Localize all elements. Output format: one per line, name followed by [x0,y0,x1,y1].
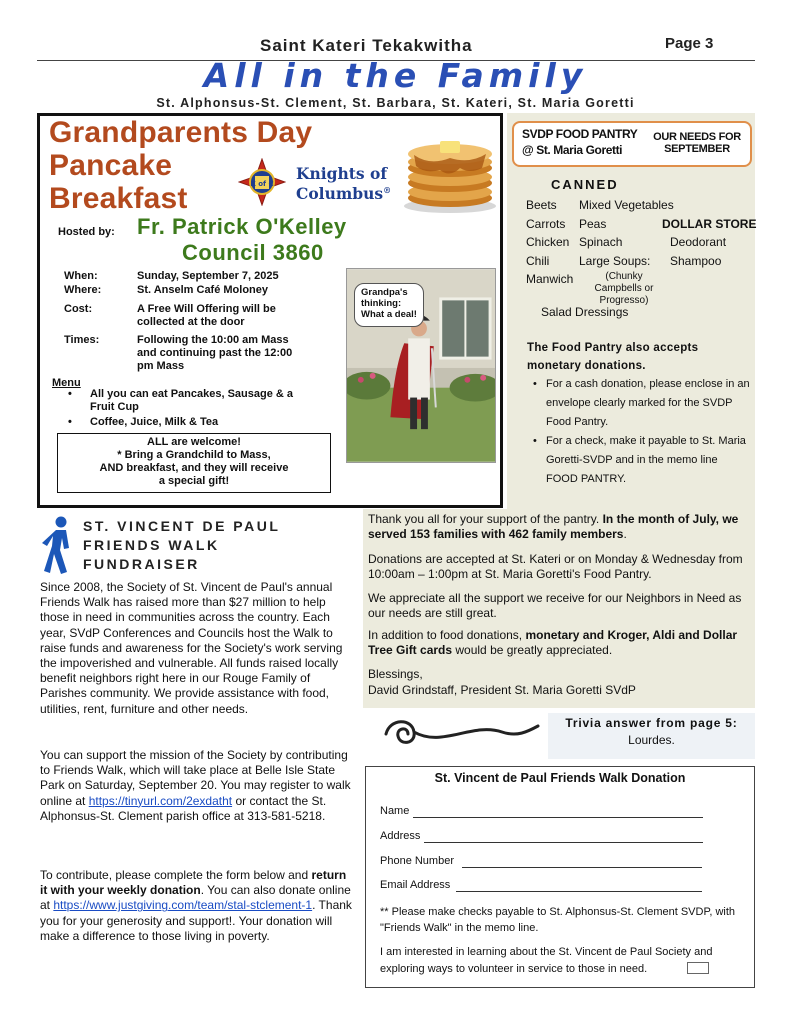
dollar-store-item: Shampoo [670,254,722,268]
thanks-text: In addition to food donations, [368,628,526,642]
canned-item: Chicken [526,235,570,249]
pantry-bullets [533,375,751,489]
thanks-text: would be greatly appreciated. [452,643,613,658]
canned-item: Chili [526,254,550,268]
detail-value: A Free Will Offering will be collected at the door [137,303,276,328]
welcome-line: * Bring a Grandchild to Mass, [117,449,271,461]
thanks-paragraph [368,628,752,658]
welcome-line: ALL are welcome! [147,436,241,448]
walk-title-line: FUNDRAISER [83,556,200,572]
welcome-line: a special gift! [158,475,230,487]
detail-label: Cost: [64,303,93,315]
pancake-stack-icon [400,128,498,214]
parish-list: St. Alphonsus-St. Clement, St. Barbara, St. Kateri, St. Maria Goretti [156,96,635,110]
page-number: Page 3 [665,35,714,52]
canned-item: Spinach [579,235,623,249]
walk-text: or contact the St. Alphonsus-St. Clement parish office at 313-581-5218. [40,793,327,823]
thanks-text: . [623,527,627,542]
trivia-answer: Lourdes. [628,733,675,747]
donate-link[interactable]: https://www.justgiving.com/team/stal-stclement-1 [53,898,313,913]
thanks-paragraph: Donations are accepted at St. Kateri or on Monday & Wednesday from 10:00am – 1:00pm at St. Maria Goretti's Food Pantry. [368,552,743,582]
host-name: Fr. Patrick O'Kelley [137,214,347,239]
phone-field[interactable] [462,867,702,868]
walk-title-line: FRIENDS WALK [83,537,220,553]
menu-item: • Coffee, Juice, Milk & Tea [68,416,219,428]
pantry-name-line: SVDP FOOD PANTRY [522,127,638,141]
thanks-closing: Blessings, [368,667,423,681]
pantry-name [522,126,637,158]
canned-item: Large Soups: [579,254,651,268]
walk-text: . Thank you for your generosity and support!. Your donation will make a difference to those living in poverty. [40,898,352,943]
salad-dressings: Salad Dressings [541,305,629,319]
pantry-bullet-text: For a cash donation, please enclose in an envelope clearly marked for the SVDP Food Pantry. [546,378,750,428]
registered-mark: ® [383,185,392,195]
kofc-line: Columbus [296,184,384,204]
pantry-bullet: • For a check, make it payable to St. Maria Goretti-SVDP and in the memo line FOOD PANTRY. [533,435,746,485]
masthead-title: All in the Family [203,56,588,95]
pantry-monetary-note: The Food Pantry also accepts monetary donations. [527,342,699,372]
pantry-needs-heading [652,131,742,155]
canned-heading: CANNED [551,177,619,192]
detail-value: St. Anselm Café Moloney [137,284,269,296]
form-label-phone: Phone Number [380,855,454,867]
form-label-address: Address [380,830,421,842]
thanks-text-bold: In the month of July, we served 153 families with 462 family members [368,512,739,542]
menu-item-text: All you can eat Pancakes, Sausage & a Fruit Cup [90,388,293,413]
register-link[interactable]: https://tinyurl.com/2exdatht [88,793,233,808]
emblem-initials: K of C [250,180,274,188]
walk-paragraph [40,868,356,944]
thanks-signature: David Grindstaff, President St. Maria Goretti SVdP [368,683,636,697]
interest-checkbox[interactable] [687,962,709,974]
thanks-paragraph: We appreciate all the support we receive for our Neighbors in Need as our needs are still great. [368,591,742,621]
dollar-store-heading: DOLLAR STORE [662,217,757,231]
pantry-bullet-text: For a check, make it payable to St. Maria Goretti-SVDP and in the memo line FOOD PANTRY. [546,435,746,485]
form-interest-text: I am interested in learning about the St. Vincent de Paul Society and exploring ways to volunteer in service to those in need. [380,946,713,975]
menu-list [64,388,304,431]
email-field[interactable] [456,891,702,892]
walk-title [83,517,280,574]
welcome-box [57,433,331,493]
menu-heading: Menu [52,377,81,389]
form-title: St. Vincent de Paul Friends Walk Donation [434,771,686,785]
breakfast-title-line: Pancake [49,149,173,182]
dollar-store-item: Deodorant [670,235,727,249]
detail-value: Sunday, September 7, 2025 [137,270,279,282]
detail-label: Where: [64,284,102,296]
form-label-name: Name [380,805,410,817]
canned-item: Carrots [526,217,566,231]
soups-note: (Chunky Campbells or Progresso) [594,271,654,306]
walking-person-icon [40,516,76,576]
detail-label: When: [64,270,98,282]
walk-text: To contribute, please complete the form below and [40,868,312,882]
name-field[interactable] [413,817,703,818]
welcome-line: AND breakfast, and they will receive [99,462,289,474]
form-label-email: Email Address [380,879,451,891]
form-check-note: ** Please make checks payable to St. Alphonsus-St. Clement SVDP, with "Friends Walk" in the memo line. [380,906,736,934]
walk-text-bold: return it with your weekly donation [40,868,347,898]
pantry-bullet: • For a cash donation, please enclose in an envelope clearly marked for the SVDP Food Pantry. [533,378,750,428]
canned-item: Peas [579,217,607,231]
walk-title-line: ST. VINCENT DE PAUL [83,518,281,534]
walk-text: You can support the mission of the Society by contributing to Friends Walk, which will take place at Belle Isle State Park on Saturday, September 20. You may register to walk online at [40,748,351,808]
canned-item: Beets [526,198,557,212]
trivia-question: Trivia answer from page 5: [565,716,738,730]
knights-of-columbus-emblem-icon [238,158,286,206]
walk-text: . You can also donate online at [40,883,351,913]
menu-item-text: Coffee, Juice, Milk & Tea [90,416,219,428]
canned-item: Manwich [526,272,574,286]
menu-item: • All you can eat Pancakes, Sausage & a Fruit Cup [68,388,293,413]
newsletter-title: Saint Kateri Tekakwitha [260,36,473,55]
hosted-by-label: Hosted by: [58,226,115,238]
address-field[interactable] [424,842,703,843]
pantry-needs-line: OUR NEEDS FOR [653,131,741,143]
knights-of-columbus-wordmark [296,165,391,202]
thanks-text: Thank you all for your support of the pantry. [368,512,603,526]
detail-label: Times: [64,334,100,346]
decorative-swirl-icon [382,712,542,756]
pantry-needs-line: SEPTEMBER [664,143,730,155]
kofc-line: Knights of [296,164,388,183]
breakfast-title-line: Breakfast [49,182,188,215]
canned-item: Mixed Vegetables [579,198,674,212]
speech-bubble: Grandpa's thinking: What a deal! [354,283,424,327]
thanks-paragraph [368,512,752,542]
host-council: Council 3860 [182,240,324,265]
breakfast-title-line: Grandparents Day [49,116,313,149]
detail-value: Following the 10:00 am Mass and continuing past the 12:00 pm Mass [137,334,293,372]
walk-paragraph [40,748,356,824]
walk-paragraph: Since 2008, the Society of St. Vincent de Paul's annual Friends Walk has raised more than $27 million to help those in need in communities across the country. Each year, SVdP Conferences and Councils host the Walk to raise funds and awareness for the Society's work serving the impoverished and vulnerable. All funds raised locally benefit neighbors right here in our Rouge Family of Parishes community. We provide assistance with food, utilities, rent, furniture and other needs. [40,580,343,716]
pantry-name-line: @ St. Maria Goretti [522,143,623,157]
thanks-text-bold: monetary and Kroger, Aldi and Dollar Tree Gift cards [368,628,738,658]
